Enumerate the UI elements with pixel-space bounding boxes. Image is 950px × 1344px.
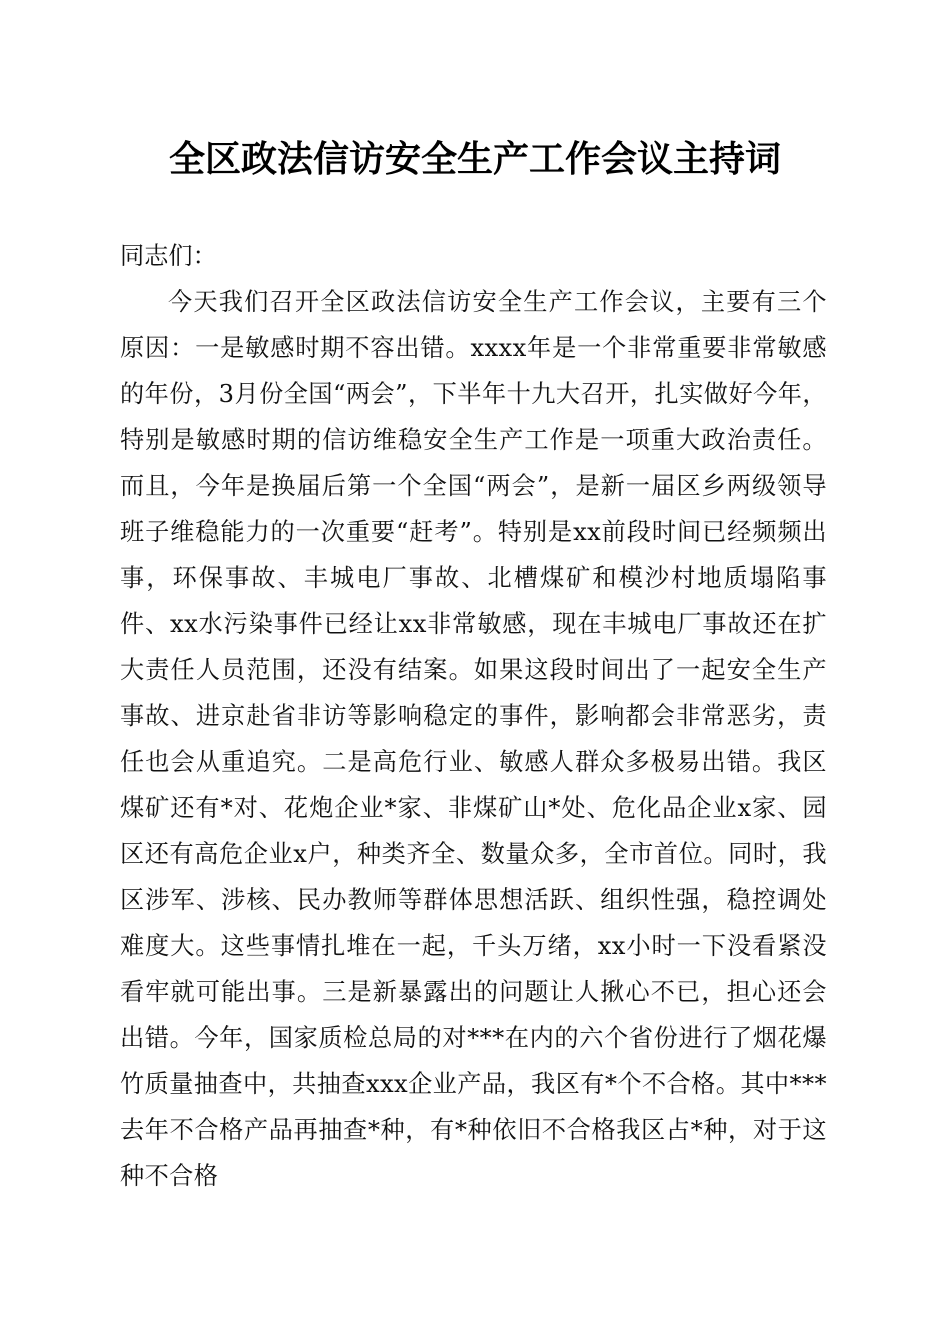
document-title: 全区政法信访安全生产工作会议主持词 bbox=[168, 138, 781, 180]
body-paragraph: 今天我们召开全区政法信访安全生产工作会议，主要有三个原因：一是敏感时期不容出错。xxxx年是一个非常重要非常敏感的年份，3月份全国“两会”，下半年十九大召开，扎实做好今年，特别是敏感时期的信访维稳安全生产工作是一项重大政治责任。而且，今年是换届后第一个全国“两会”，是新一届区乡两级领导班子维稳能力的一次重要“赶考”。特别是xx前段时间已经频频出事，环保事故、丰城电厂事故、北槽煤矿和模沙村地质塌陷事件、xx水污染事件已经让xx非常敏感，现在丰城电厂事故还在扩大责任人员范围，还没有结案。如果这段时间出了一起安全生产事故、进京赴省非访等影响稳定的事件，影响都会非常恶劣，责任也会从重追究。二是高危行业、敏感人群众多极易出错。我区煤矿还有*对、花炮企业*家、非煤矿山*处、危化品企业x家、园区还有高危企业x户，种类齐全、数量众多，全市首位。同时，我区涉军、涉核、民办教师等群体思想活跃、组织性强，稳控调处难度大。这些事情扎堆在一起，千头万绪，xx小时一下没看紧没看牢就可能出事。三是新暴露出的问题让人揪心不已，担心还会出错。今年，国家质检总局的对***在内的六个省份进行了烟花爆竹质量抽查中，共抽查xxx企业产品，我区有*个不合格。其中***去年不合格产品再抽查*种，有*种依旧不合格我区占*种，对于这种不合格 bbox=[120, 288, 827, 1190]
salutation: 同志们： bbox=[120, 242, 217, 270]
